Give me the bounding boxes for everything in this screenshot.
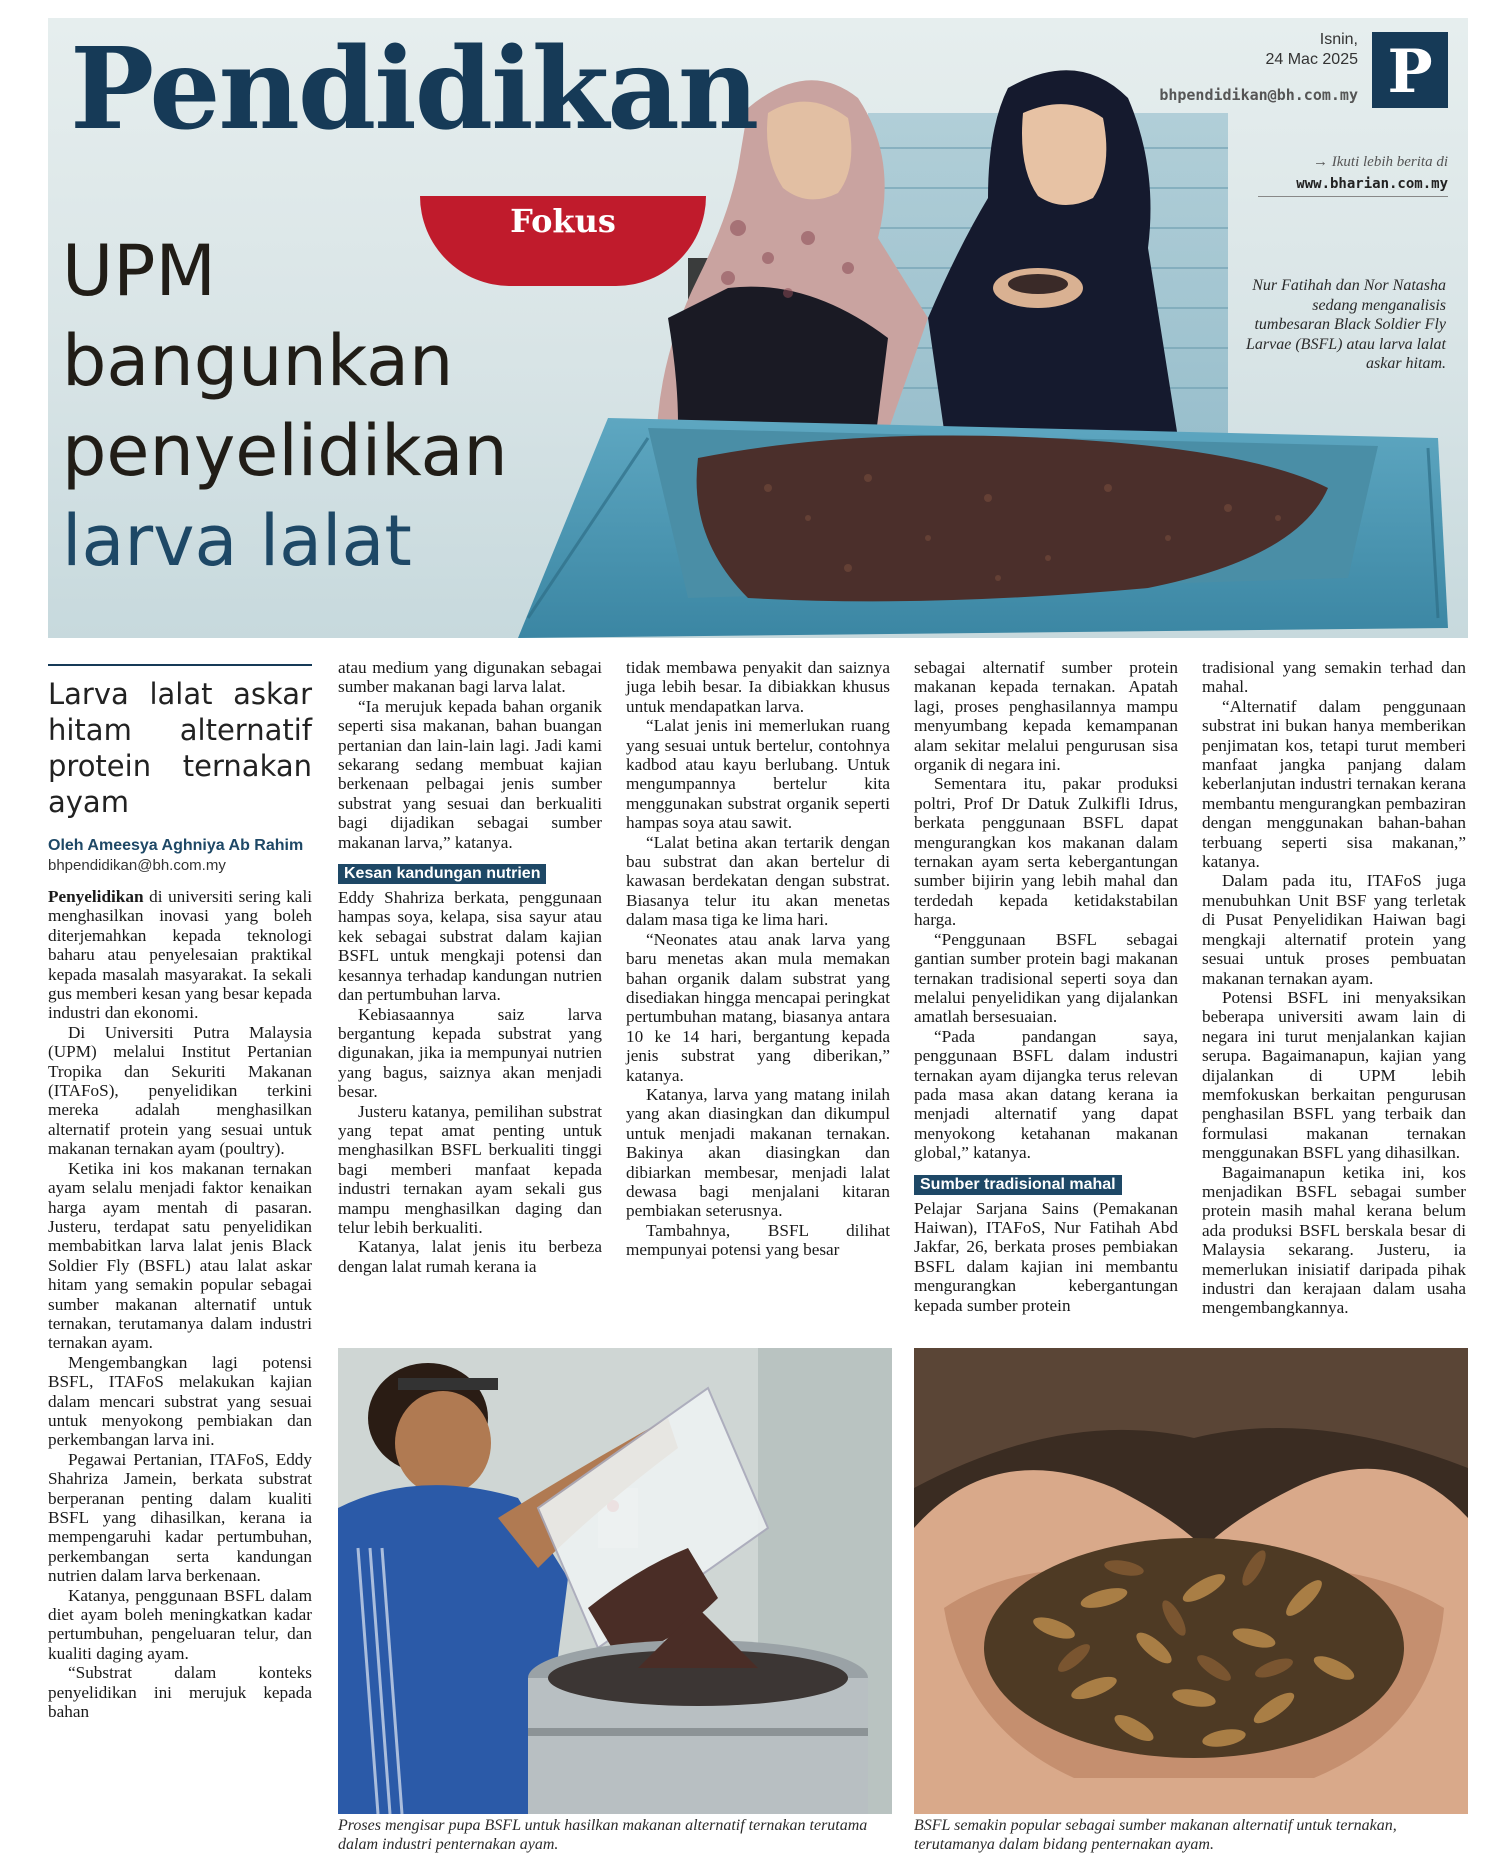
subheading: Sumber tradisional mahal [914,1175,1122,1195]
paragraph: Katanya, lalat jenis itu berbeza dengan lalat rumah kerana ia [338,1237,602,1276]
paragraph: Pegawai Pertanian, ITAFoS, Eddy Shahriza Jamein, berkata substrat berperanan penting dalam kualiti BSFL yang dihasilkan, kerana ia mempengaruhi kadar pertumbuhan, perkembangan serta kandungan nutrien dalam larva berkenaan. [48,1449,312,1586]
paragraph: sebagai alternatif sumber protein makanan kepada ternakan. Apatah lagi, proses penghasilannya mampu menyumbang kepada kemampanan alam sekitar melalui pengurusan sisa organik di negara ini. [914,658,1178,775]
follow-label [1313,154,1448,171]
hero-photo-caption: Nur Fatihah dan Nor Natasha sedang menganalisis tumbesaran Black Soldier Fly Larvae (BSFL) atau larva lalat askar hitam. [1246,277,1446,372]
paragraph: Katanya, penggunaan BSFL dalam diet ayam boleh meningkatkan kadar pertumbuhan, pengeluaran telur, dan kualiti daging ayam. [48,1585,312,1663]
paragraph: “Neonates atau anak larva yang baru menetas akan mula memakan bahan organik dalam substrat yang disediakan hingga mencapai peringkat pertumbuhan matang, biasanya antara 10 ke 14 hari, bergantung kepada jenis substrat yang diberikan,” katanya. [626,929,890,1085]
standfirst: Larva lalat askar hitam alternatif protein ternakan ayam [48,677,312,819]
newspaper-page [48,18,1468,1858]
byline-author: Oleh Ameesya Aghniya Ab Rahim [48,837,304,854]
follow-divider [1258,196,1448,197]
paragraph: Dalam pada itu, ITAFoS juga menubuhkan Unit BSF yang terletak di Pusat Penyelidikan Haiwan bagi mengkaji alternatif protein yang sesuai untuk proses pembuatan makanan ternakan ayam. [1202,871,1466,988]
paragraph-text: di universiti sering kali menghasilkan inovasi yang boleh diterjemahkan kepada teknologi baharu atau penyelesaian praktikal kepada masalah masyarakat. Ia sekali gus memberi kesan yang besar kepada industri dan ekonomi. [48,887,312,1023]
paragraph: Justeru katanya, pemilihan substrat yang tepat amat penting untuk menghasilkan BSFL berkualiti tinggi bagi memberi manfaat kepada industri ternakan ayam sekali gus mampu menghasilkan daging dan telur lebih berkualiti. [338,1101,602,1237]
paragraph: Tambahnya, BSFL dilihat mempunyai potensi yang besar [626,1220,890,1260]
article-column-2 [338,658,602,1276]
paragraph: Eddy Shahriza berkata, penggunaan hampas soya, kelapa, sisa sayur atau kek sebagai substrat dalam kajian BSFL untuk mengkaji potensi dan kesannya terhadap kandungan nutrien dan pertumbuhan larva. [338,888,602,1005]
byline-email[interactable]: bhpendidikan@bh.com.my [48,857,226,874]
paragraph: Sementara itu, pakar produksi poltri, Prof Dr Datuk Zulkifli Idrus, berkata penggunaan BSFL dapat mengurangkan kos makanan dalam ternakan ayam serta kebergantungan sumber bijirin yang lebih mahal dan terdedah kepada ketidakstabilan harga. [914,774,1178,930]
article-column-5 [1202,658,1466,1318]
paragraph: tradisional yang semakin terhad dan mahal. [1202,658,1466,697]
paragraph: “Lalat betina akan tertarik dengan bau substrat dan akan bertelur di kawasan berdekatan dengan substrat. Biasanya telur itu akan menetas dalam masa tiga ke lima hari. [626,832,890,930]
standfirst-divider [48,664,312,666]
follow-text: Ikuti lebih berita di [1331,154,1448,170]
section-tag-fokus: Fokus [420,196,706,286]
paragraph: “Penggunaan BSFL sebagai gantian sumber protein bagi makanan ternakan tradisional seperti soya dan melalui penyelidikan yang dijalankan amatlah bersesuaian. [914,929,1178,1027]
paragraph: Katanya, larva yang matang inilah yang akan diasingkan dan dikumpul untuk menjadi makanan ternakan. Bakinya akan diasingkan dan dibiarkan membesar, menjadi lalat dewasa bagi menjalani kitaran pembiakan seterusnya. [626,1084,890,1221]
paragraph: Kebiasaannya saiz larva bergantung kepada substrat yang digunakan, jika ia mempunyai nutrien yang bagus, saiznya akan menjadi besar. [338,1004,602,1102]
arrow-icon: → [1313,154,1332,170]
paragraph: Potensi BSFL ini menyaksikan beberapa universiti awam lain di negara ini turut menjalankan kajian serupa. Bagaimanapun, kajian yang dijalankan di UPM lebih memfokuskan berkaitan pengurusan penghasilan BSFL yang terbaik dan formulasi makanan ternakan menggunakan BSFL yang dihasilkan. [1202,987,1466,1163]
section-logo: P [1372,32,1448,108]
article-column-4 [914,658,1178,1315]
paragraph: “Ia merujuk kepada bahan organik seperti sisa makanan, bahan buangan pertanian dan lain-lain lagi. Jadi kami sekarang sedang membuat kajian berkenaan pelbagai jenis sumber substrat yang sesuai dan berkualiti bagi dijadikan sebagai sumber makanan larva,” katanya. [338,696,602,852]
paragraph: “Pada pandangan saya, penggunaan BSFL dalam industri ternakan ayam dijangka terus relevan pada masa akan datang kerana ia menjadi alternatif yang dapat menyokong ketahanan makanan global,” katanya. [914,1026,1178,1163]
paragraph: atau medium yang digunakan sebagai sumber makanan bagi larva lalat. [338,658,602,697]
photo-larvae-in-hands [914,1348,1468,1814]
paragraph: Ketika ini kos makanan ternakan ayam selalu menjadi faktor kenaikan harga ayam mentah di pasaran. Justeru, terdapat satu penyelidikan membabitkan larva lalat jenis Black Soldier Fly (BSFL) atau lalat askar hitam yang semakin popular sebagai sumber makanan alternatif untuk ternakan, terutamanya dalam industri ternakan ayam. [48,1158,312,1353]
masthead-title: Pendidikan [70,24,758,155]
headline-line-2: bangunkan [62,320,454,402]
hero-section [48,18,1468,638]
article-column-3 [626,658,890,1260]
paragraph: Bagaimanapun ketika ini, kos menjadikan BSFL sebagai sumber protein masih mahal kerana belum ada produksi BSFL berskala besar di Malaysia sekarang. Justeru, ia memerlukan inisiatif daripada pihak industri dan kerajaan dalam usaha mengembangkannya. [1202,1162,1466,1318]
lead-word: Penyelidikan [48,887,144,906]
paragraph: “Alternatif dalam penggunaan substrat ini bukan hanya memberikan penjimatan kos, tetapi turut memberi manfaat jangka panjang dalam keberlanjutan industri ternakan kerana membantu mengurangkan pembaziran dengan menggunakan bahan-bahan terbuang seperti sisa makanan,” katanya. [1202,696,1466,872]
paragraph: “Substrat dalam konteks penyelidikan ini merujuk kepada bahan [48,1663,312,1722]
article-column-1 [48,658,312,1848]
photo-caption-2: BSFL semakin popular sebagai sumber makanan alternatif untuk ternakan, terutamanya dalam bidang penternakan ayam. [914,1817,1397,1853]
article-headline [62,226,622,586]
dateline [1265,30,1358,70]
dateline-date: 24 Mac 2025 [1265,51,1358,68]
section-email[interactable]: bhpendidikan@bh.com.my [1159,86,1358,104]
paragraph: “Lalat jenis ini memerlukan ruang yang sesuai untuk bertelur, contohnya kadbod atau kayu berlubang. Untuk mengumpannya bertelur kita menggunakan substrat organik seperti hampas soya atau sawit. [626,716,890,833]
paragraph: tidak membawa penyakit dan saiznya juga lebih besar. Ia dibiakkan khusus untuk mendapatkan larva. [626,658,890,716]
paragraph: Di Universiti Putra Malaysia (UPM) melalui Institut Pertanian Tropika dan Sekuriti Makanan (ITAFoS), penyelidikan terkini mereka adalah menghasilkan alternatif protein yang sesuai untuk makanan ternakan ayam (poultry). [48,1022,312,1159]
paragraph [48,887,312,1023]
subheading: Kesan kandungan nutrien [338,864,546,884]
paragraph: Mengembangkan lagi potensi BSFL, ITAFoS melakukan kajian dalam mencari substrat yang sesuai untuk menyokong pembiakan dan perkembangan larva ini. [48,1352,312,1450]
grinding-photo-illustration [338,1348,892,1814]
photo-grinding-pupa [338,1348,892,1814]
larvae-photo-illustration [914,1348,1468,1814]
headline-line-4: larva lalat [62,500,412,582]
photo-caption-1: Proses mengisar pupa BSFL untuk hasilkan makanan alternatif ternakan terutama dalam industri penternakan ayam. [338,1817,868,1853]
headline-line-3: penyelidikan [62,410,508,492]
headline-line-1: UPM [62,230,216,312]
dateline-day: Isnin, [1319,31,1358,48]
follow-url-link[interactable]: www.bharian.com.my [1296,176,1448,192]
paragraph: Pelajar Sarjana Sains (Pemakanan Haiwan), ITAFoS, Nur Fatihah Abd Jakfar, 26, berkata proses pembiakan BSFL dalam kajian ini membantu mengurangkan kebergantungan kepada sumber protein [914,1198,1178,1315]
